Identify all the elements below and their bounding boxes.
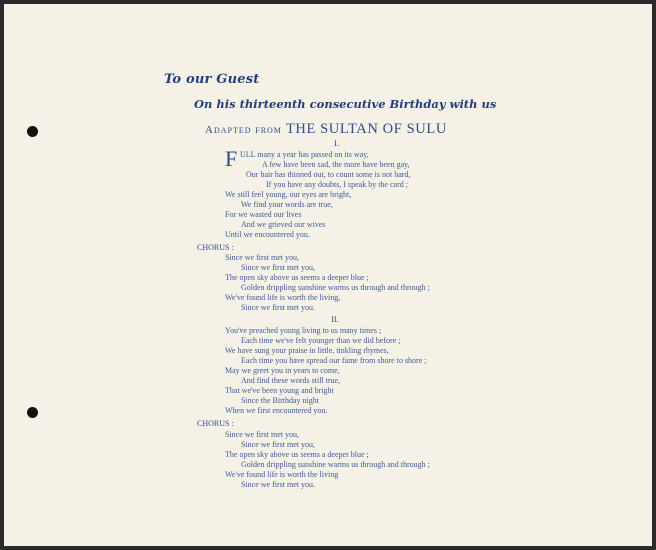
chorus-line: Since we first met you, [241, 440, 315, 449]
verse-line: And find these words still true, [241, 376, 341, 385]
verse-line: For we wasted our lives [225, 210, 302, 219]
adapted-work: THE SULTAN OF SULU [285, 121, 447, 137]
verse-line: Until we encountered you. [225, 230, 310, 239]
verse-line: That we've been young and bright [225, 386, 334, 395]
verse-line: And we grieved our wives [241, 220, 326, 229]
verse-line: We have sung your praise in little, tinkling rhymes, [225, 346, 389, 355]
binder-hole-top [27, 126, 38, 137]
chorus-2-label: CHORUS : [197, 419, 234, 428]
chorus-line: Since we first met you, [225, 430, 299, 439]
chorus-line: Golden drippling sunshine warms us through and through ; [241, 460, 430, 469]
chorus-line: We've found life is worth the living [225, 470, 339, 479]
verse-2-numeral: II. [331, 314, 339, 324]
document-page [4, 4, 652, 546]
verse-line: A few have been sad, the more have been gay, [262, 160, 410, 169]
verse-line: ULL many a year has passed on its way, [240, 150, 369, 159]
chorus-line: Since we first met you. [241, 480, 315, 489]
chorus-line: Since we first met you, [241, 263, 315, 272]
verse-1-dropcap: F [225, 146, 238, 171]
verse-line: Each time you have spread our fame from shore to shore ; [241, 356, 427, 365]
verse-line: We find your words are true, [241, 200, 333, 209]
chorus-line: The open sky above us seems a deeper blue ; [225, 450, 369, 459]
verse-line: When we first encountered you. [225, 406, 328, 415]
adapted-prefix: Adapted from [205, 124, 282, 136]
chorus-line: Golden drippling sunshine warms us through and through ; [241, 283, 430, 292]
verse-line: May we greet you in years to come, [225, 366, 340, 375]
chorus-1-label: CHORUS : [197, 243, 234, 252]
chorus-line: Since we first met you, [225, 253, 299, 262]
chorus-line: The open sky above us seems a deeper blue ; [225, 273, 369, 282]
verse-line: We still feel young, our eyes are bright, [225, 190, 352, 199]
verse-line: You've preached young living to us many times ; [225, 326, 382, 335]
verse-line: Our hair has thinned out, to count some is not hard, [246, 170, 411, 179]
verse-line: If you have any doubts, I speak by the card ; [266, 180, 408, 189]
title: To our Guest [164, 72, 260, 87]
chorus-line: We've found life is worth the living, [225, 293, 341, 302]
subtitle: On his thirteenth consecutive Birthday with us [194, 97, 497, 111]
verse-line: Each time we've felt younger than we did before ; [241, 336, 401, 345]
verse-line: Since the Birthday night [241, 396, 319, 405]
adapted-heading [205, 120, 447, 138]
verse-1-numeral: I. [334, 138, 339, 148]
binder-hole-bottom [27, 407, 38, 418]
chorus-line: Since we first met you. [241, 303, 315, 312]
